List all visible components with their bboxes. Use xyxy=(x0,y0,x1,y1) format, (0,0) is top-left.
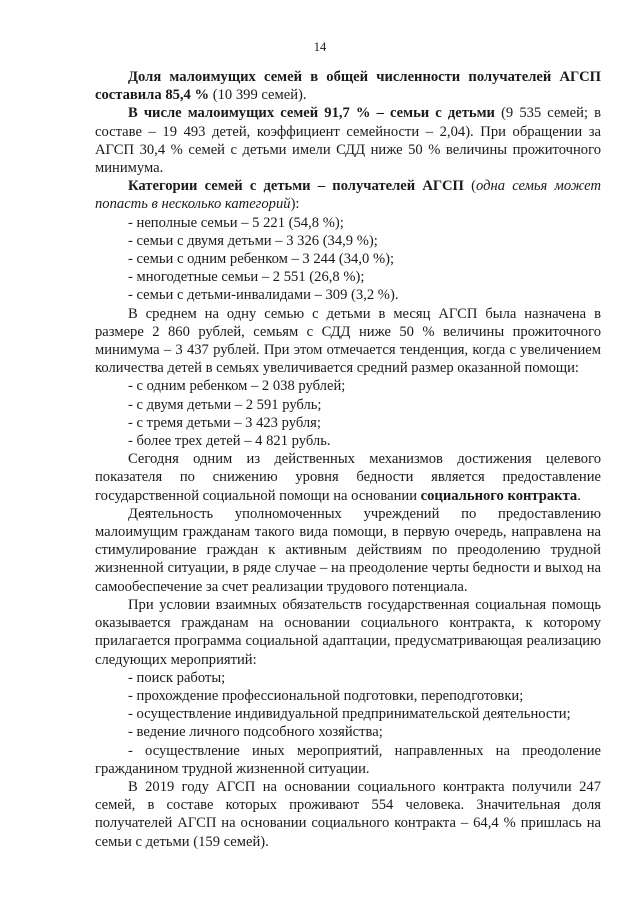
bold-text: социального контракта xyxy=(420,487,578,504)
italic-note: одна семья может попасть в несколько категорий xyxy=(95,178,601,213)
list-item: - прохождение профессиональной подготовки, переподготовки; xyxy=(128,687,524,704)
paragraph-text: Сегодня одним из действенных механизмов достижения целевого показателя по снижению уровня бедности является предоставление государственной социальной помощи на основании xyxy=(95,451,601,504)
list-item: - осуществление индивидуальной предпринимательской деятельности; xyxy=(128,706,571,723)
list-item: - осуществление иных мероприятий, направленных на преодоление гражданином трудной жизненной ситуации. xyxy=(95,742,601,777)
paragraph-text: (10 399 семей). xyxy=(209,87,307,104)
paragraph-text: . xyxy=(577,487,581,504)
list-item: - семьи с двумя детьми – 3 326 (34,9 %); xyxy=(128,232,378,249)
paragraph-text: (9 535 семей; в составе – 19 493 детей, коэффициент семейности – 2,04). При обращении за АГСП 30,4 % семей с детьми имели СДД ниже 50 % величины прожиточного минимума. xyxy=(95,105,601,177)
paragraph-poor-families-share xyxy=(95,68,601,104)
bold-text: В числе малоимущих семей 91,7 % – семьи с детьми xyxy=(128,105,495,122)
paragraph-social-contract-intro xyxy=(95,450,601,505)
list-item: - семьи с детьми-инвалидами – 309 (3,2 %). xyxy=(128,287,399,304)
list-item: - с двумя детьми – 2 591 рубль; xyxy=(128,396,322,413)
list-item: - семьи с одним ребенком – 3 244 (34,0 %); xyxy=(128,251,395,268)
bold-text: Доля малоимущих семей в общей численности получателей АГСП составила 85,4 % xyxy=(95,69,601,104)
paragraph-categories-heading xyxy=(95,177,601,213)
page-number: 14 xyxy=(313,40,327,54)
list-item: - с одним ребенком – 2 038 рублей; xyxy=(128,378,346,395)
paragraph-mutual-obligations: При условии взаимных обязательств государственная социальная помощь оказывается гражданам на основании социального контракта, к которому прилагается программа социальной адаптации, предусматривающая реализацию следующих мероприятий: xyxy=(95,596,601,668)
list-item: - поиск работы; xyxy=(128,669,226,686)
bold-text: Категории семей с детьми – получателей АГСП xyxy=(128,178,464,195)
list-item: - многодетные семьи – 2 551 (26,8 %); xyxy=(128,269,365,286)
paragraph-text: ): xyxy=(290,196,300,213)
paragraph-families-with-children xyxy=(95,104,601,177)
paragraph-text: ( xyxy=(463,178,476,195)
paragraph-2019-results: В 2019 году АГСП на основании социального контракта получили 247 семей, в составе которых проживают 554 человека. Значительная доля получателей АГСП на основании социального контракта – 64,4 % пришлась на семьи с детьми (159 семей). xyxy=(95,778,601,850)
list-item: - более трех детей – 4 821 рубль. xyxy=(128,433,331,450)
list-item: - неполные семьи – 5 221 (54,8 %); xyxy=(128,214,344,231)
paragraph-average-payment: В среднем на одну семью с детьми в месяц АГСП была назначена в размере 2 860 рублей, семьям с СДД ниже 50 % величины прожиточного минимума – 3 437 рублей. При этом отмечается тенденция, когда с увеличением количества детей в семьях увеличивается средний размер оказанной помощи: xyxy=(95,305,601,377)
paragraph-institutions-activity: Деятельность уполномоченных учреждений по предоставлению малоимущим гражданам такого вида помощи, в первую очередь, направлена на стимулирование граждан к активным действиям по преодолению трудной жизненной ситуации, в ряде случае – на преодоление черты бедности и выход на самообеспечение за счет реализации трудового потенциала. xyxy=(95,505,601,595)
list-item: - ведение личного подсобного хозяйства; xyxy=(128,724,383,741)
list-item: - с тремя детьми – 3 423 рубля; xyxy=(128,414,321,431)
document-body xyxy=(95,68,601,851)
